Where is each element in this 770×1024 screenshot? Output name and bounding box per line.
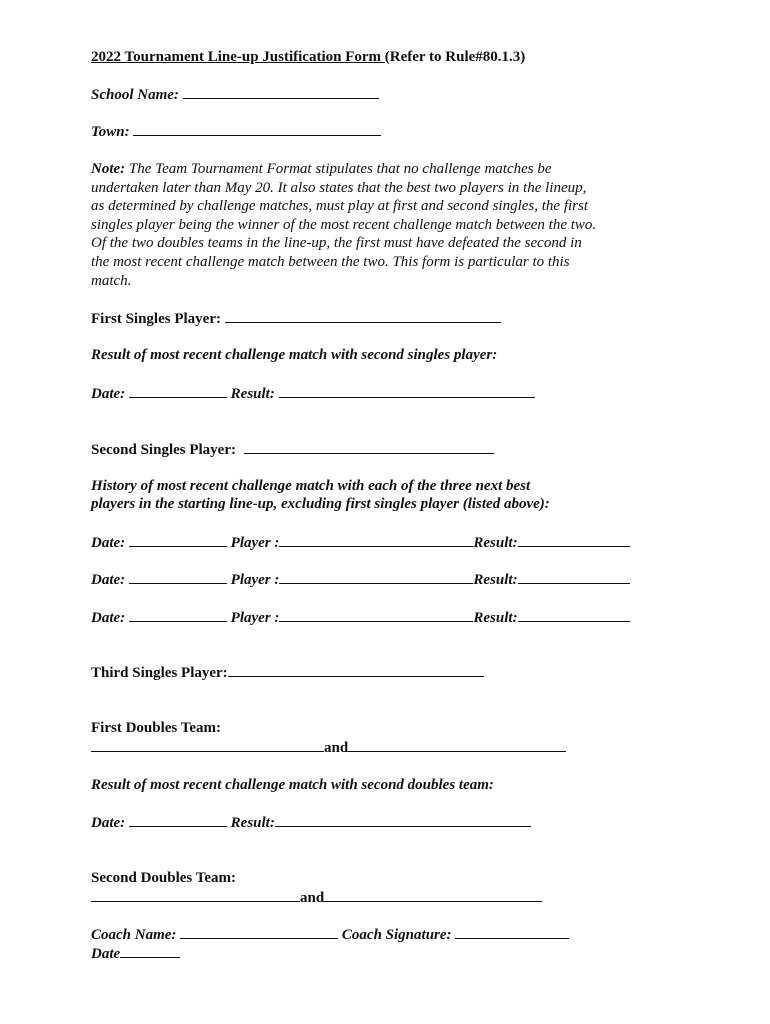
coach-name-label: Coach Name: <box>91 927 177 943</box>
second-doubles-row <box>91 888 542 907</box>
history-result-field[interactable] <box>518 570 630 584</box>
doubles-result-field[interactable] <box>275 813 531 827</box>
second-doubles-player-2-field[interactable] <box>324 888 542 902</box>
first-singles-field[interactable] <box>225 309 501 323</box>
note-line-5: Of the two doubles teams in the line-up, the first must have defeated the second in <box>91 235 582 252</box>
result-second-doubles-heading: Result of most recent challenge match with second doubles team: <box>91 777 494 793</box>
first-singles-row <box>91 309 501 328</box>
date-label: Date: <box>91 610 126 626</box>
form-title <box>91 48 525 66</box>
date-label: Date: <box>91 535 126 551</box>
note-line-2: undertaken later than May 20. It also states that the best two players in the lineup, <box>91 179 587 196</box>
player-label: Player : <box>230 535 280 551</box>
second-doubles-player-1-field[interactable] <box>91 888 300 902</box>
form-title-main: 2022 Tournament Line-up Justification Form <box>91 49 385 65</box>
coach-row <box>91 925 569 944</box>
coach-date-field[interactable] <box>120 944 180 958</box>
third-singles-label: Third Singles Player: <box>91 665 228 681</box>
coach-signature-label: Coach Signature: <box>341 927 452 943</box>
result-label: Result: <box>473 572 518 588</box>
coach-date-row <box>91 944 180 963</box>
singles-date-field[interactable] <box>129 384 227 398</box>
history-heading-line-2: players in the starting line-up, excluding first singles player (listed above): <box>91 496 550 512</box>
first-doubles-row <box>91 738 566 757</box>
note-line-6: the most recent challenge match between the two. This form is particular to this <box>91 253 570 270</box>
history-date-field[interactable] <box>129 533 227 547</box>
and-label: and <box>300 890 325 906</box>
result-label: Result: <box>230 815 275 831</box>
history-player-field[interactable] <box>279 608 473 622</box>
note-line-1: The Team Tournament Format stipulates that no challenge matches be <box>125 161 552 177</box>
player-label: Player : <box>230 572 280 588</box>
note-label: Note: <box>91 161 126 177</box>
second-doubles-label: Second Doubles Team: <box>91 870 237 886</box>
history-heading-line-1: History of most recent challenge match with each of the three next best <box>91 478 531 494</box>
history-row <box>91 570 630 589</box>
coach-signature-field[interactable] <box>455 925 569 939</box>
player-label: Player : <box>230 610 280 626</box>
first-doubles-player-1-field[interactable] <box>91 738 324 752</box>
history-player-field[interactable] <box>279 570 473 584</box>
and-label: and <box>324 740 349 756</box>
town-field[interactable] <box>133 122 381 136</box>
singles-date-result-row <box>91 384 535 403</box>
result-label: Result: <box>230 386 275 402</box>
third-singles-field[interactable] <box>228 663 484 677</box>
first-doubles-player-2-field[interactable] <box>348 738 566 752</box>
date-label: Date: <box>91 815 126 831</box>
note-line-3: as determined by challenge matches, must play at first and second singles, the first <box>91 198 589 215</box>
form-title-rule: (Refer to Rule#80.1.3) <box>384 49 526 65</box>
school-name-label: School Name: <box>91 87 179 103</box>
history-result-field[interactable] <box>518 533 630 547</box>
second-singles-row <box>91 440 494 459</box>
note-line-4: singles player being the winner of the most recent challenge match between the two. <box>91 216 597 233</box>
history-date-field[interactable] <box>129 608 227 622</box>
first-singles-label: First Singles Player: <box>91 311 221 327</box>
town-label: Town: <box>91 124 130 140</box>
history-row <box>91 533 630 552</box>
result-label: Result: <box>473 610 518 626</box>
date-label: Date: <box>91 386 126 402</box>
coach-name-field[interactable] <box>180 925 338 939</box>
history-row <box>91 608 630 627</box>
first-doubles-label: First Doubles Team: <box>91 720 222 736</box>
second-singles-label: Second Singles Player: <box>91 442 236 458</box>
date-label: Date: <box>91 572 126 588</box>
doubles-date-field[interactable] <box>129 813 227 827</box>
note-paragraph <box>91 160 671 290</box>
school-name-row <box>91 85 379 104</box>
coach-date-label: Date <box>91 946 121 962</box>
note-line-7: match. <box>91 272 132 289</box>
history-date-field[interactable] <box>129 570 227 584</box>
third-singles-row <box>91 663 484 682</box>
singles-result-field[interactable] <box>279 384 535 398</box>
town-row <box>91 122 381 141</box>
history-result-field[interactable] <box>518 608 630 622</box>
result-label: Result: <box>473 535 518 551</box>
history-player-field[interactable] <box>279 533 473 547</box>
second-singles-field[interactable] <box>244 440 494 454</box>
doubles-date-result-row <box>91 813 531 832</box>
school-name-field[interactable] <box>183 85 379 99</box>
result-second-singles-heading: Result of most recent challenge match with second singles player: <box>91 347 498 363</box>
